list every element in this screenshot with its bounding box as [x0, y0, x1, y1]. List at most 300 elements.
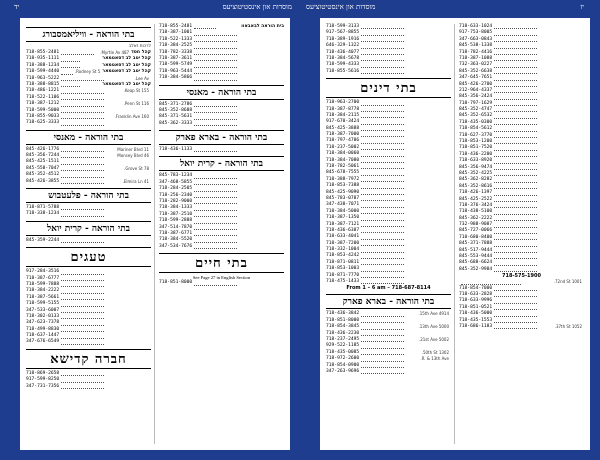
entry-phone: 845-371-5631 — [159, 114, 193, 120]
leader-dots — [361, 149, 404, 150]
left-page-number: יד — [14, 3, 20, 11]
section-heading: בתי הוראה - קרית יואל — [26, 221, 151, 236]
leader-dots — [494, 156, 537, 157]
leader-dots — [361, 73, 404, 74]
entry-phone: 718-680-8400 — [459, 234, 493, 240]
directory-entry — [326, 69, 451, 75]
leader-dots — [361, 188, 404, 189]
leader-dots — [494, 201, 537, 202]
leader-dots — [194, 285, 237, 286]
entry-phone: 718-599-2888 — [159, 218, 193, 224]
leader-dots — [361, 283, 404, 284]
leader-dots — [494, 118, 537, 119]
entry-phone: 718-963-2700 — [326, 100, 360, 106]
entry-phone: 718-436-2200 — [459, 151, 493, 157]
entry-phone: 347-533-6007 — [26, 307, 60, 313]
entry-phone: 845-425-2522 — [459, 196, 493, 202]
leader-dots — [61, 242, 104, 243]
leader-dots — [194, 210, 237, 211]
entry-phone: 718-282-9000 — [159, 199, 193, 205]
leader-dots — [361, 35, 404, 36]
directory-entry — [159, 121, 284, 127]
entry-name: קהל יטב לב דסאטמאר — [102, 56, 151, 62]
entry-address: 487 Myrtle Av. — [100, 49, 130, 55]
right-page — [320, 18, 590, 450]
entry-phone: 347-676-6549 — [26, 339, 60, 345]
leader-dots — [194, 60, 237, 61]
leader-dots — [494, 188, 537, 189]
entry-phone: 718-935-1111 — [26, 56, 60, 62]
leader-dots — [194, 242, 237, 243]
leader-dots — [361, 117, 404, 118]
directory-entry — [159, 280, 284, 286]
leader-dots — [61, 183, 104, 184]
entry-phone: 845-678-7555 — [326, 170, 360, 176]
leader-dots — [361, 258, 404, 259]
entry-phone: 718-854-5612 — [459, 126, 493, 132]
leader-dots — [61, 67, 80, 68]
leader-dots — [361, 28, 404, 29]
entry-phone: 845-352-8616 — [459, 183, 493, 189]
leader-dots — [194, 216, 237, 217]
entry-phone: 646-329-1322 — [326, 43, 360, 49]
entry-phone: 718-389-1916 — [326, 36, 360, 42]
entry-phone: 718-237-2495 — [326, 337, 360, 342]
leader-dots — [61, 216, 104, 217]
left-page-title: מוסדות און אינסטיטוציעס — [222, 3, 292, 11]
entry-phone: 718-475-1433 — [326, 279, 360, 285]
entry-phone: 718-284-2505 — [159, 186, 193, 192]
entry-phone: 718-486-1221 — [26, 88, 60, 94]
leader-dots — [61, 157, 104, 158]
leader-dots — [494, 92, 537, 93]
entry-address: 1302 50th St. — [421, 349, 450, 355]
entry-phone: 718-633-4041 — [326, 234, 360, 240]
entry-phone: 347-623-7378 — [26, 320, 60, 326]
entry-phone: 718-338-1234 — [26, 211, 60, 217]
entry-phone: 845-425-3888 — [326, 125, 360, 131]
leader-dots — [494, 48, 537, 49]
leader-dots — [361, 354, 404, 355]
leader-dots — [61, 344, 104, 345]
entry-phone: 718-633-2828 — [459, 292, 493, 297]
entry-phone: 718-686-1183 — [459, 323, 493, 329]
section-heading: בתי הוראה - קרית יואל — [159, 156, 284, 171]
entry-phone: 718-435-0085 — [326, 349, 360, 355]
entry-phone: 718-256-2340 — [159, 192, 193, 198]
leader-dots — [61, 125, 104, 126]
leader-dots — [361, 213, 404, 214]
leader-dots — [494, 182, 537, 183]
leader-dots — [61, 375, 104, 376]
section-heading: בתי הוראה - מאנסי — [159, 85, 284, 100]
entry-phone: 347-645-7651 — [459, 75, 493, 81]
leader-dots — [361, 41, 404, 42]
entry-phone: 347-514-7870 — [159, 224, 193, 230]
entry-phone: 347-534-7676 — [159, 243, 193, 249]
left-page-right-column — [159, 24, 284, 444]
entry-phone: 718-633-9996 — [459, 298, 493, 304]
leader-dots — [361, 264, 404, 265]
leader-dots — [494, 137, 537, 138]
entry-phone: 718-871-7770 — [326, 272, 360, 278]
left-page — [20, 18, 290, 450]
entry-phone: 718-869-2658 — [26, 370, 60, 376]
section-heading: חברה קדישא — [26, 349, 151, 369]
entry-phone: 718-797-1629 — [459, 100, 493, 106]
leader-dots — [194, 125, 237, 126]
section-heading: בתי חיים — [159, 253, 284, 273]
entry-phone: 718-384-0060 — [326, 151, 360, 157]
entry-phone: 917-753-8005 — [459, 30, 493, 36]
leader-dots — [194, 191, 237, 192]
leader-dots — [494, 143, 537, 144]
entry-phone: 845-362-3333 — [159, 120, 193, 126]
entry-phone: 718-436-2230 — [326, 330, 360, 336]
entry-phone: 845-352-6532 — [459, 113, 493, 119]
leader-dots — [61, 306, 104, 307]
entry-phone: 718-855-9033 — [26, 113, 60, 119]
entry-phone: 718-625-3333 — [26, 120, 60, 126]
leader-dots — [194, 235, 237, 236]
leader-dots — [61, 331, 104, 332]
leader-dots — [361, 226, 404, 227]
entry-phone: 845-783-1234 — [159, 173, 193, 179]
entry-address: 46 Monsey Blvd — [117, 153, 150, 159]
entry-phone: 718-384-2115 — [326, 112, 360, 118]
entry-phone: 718-384-2222 — [26, 288, 60, 294]
leader-dots — [361, 232, 404, 233]
leader-dots — [194, 73, 237, 74]
entry-phone: 718-854-3845 — [326, 324, 360, 330]
entry-phone: 718-435-1553 — [459, 317, 493, 323]
leader-dots — [61, 318, 104, 319]
leader-dots — [361, 200, 404, 201]
entry-phone: 718-522-1106 — [26, 94, 60, 100]
leader-dots — [61, 209, 104, 210]
section-heading: בתי הוראה - וויליאמסבורג — [26, 27, 151, 42]
entry-phone: 718-782-3338 — [159, 49, 193, 55]
leader-dots — [494, 227, 537, 228]
entry-phone: 845-352-8688 — [159, 107, 193, 113]
entry-phone: 718-855-2481 — [159, 23, 193, 29]
entry-phone: 718-387-8778 — [326, 106, 360, 112]
leader-dots — [194, 48, 237, 49]
entry-phone: 718-436-4077 — [326, 49, 360, 55]
leader-dots — [361, 335, 404, 336]
section-heading: בתי הוראה - מאנסי — [26, 130, 151, 145]
entry-address: 5 Rodney St. — [74, 69, 101, 75]
entry-phone: 718-384-1333 — [159, 205, 193, 211]
leader-dots — [194, 67, 237, 68]
leader-dots — [61, 274, 104, 275]
leader-dots — [61, 388, 104, 389]
leader-dots — [194, 151, 237, 152]
leader-dots — [61, 112, 104, 113]
section-heading: בתי הוראה - בארא פארק — [159, 130, 284, 145]
leader-dots — [61, 80, 104, 81]
entry-phone: 845-352-4225 — [459, 170, 493, 176]
entry-phone: 845-426-3855 — [26, 178, 60, 184]
entry-phone: 718-436-1133 — [159, 147, 193, 153]
entry-name: בית הוראה לבאבאוו — [241, 23, 285, 29]
entry-phone: 718-388-7972 — [326, 176, 360, 182]
entry-phone: 845-359-2244 — [26, 237, 60, 243]
leader-dots — [194, 223, 237, 224]
entry-phone: 845-352-4512 — [26, 172, 60, 178]
directory-entry — [326, 369, 451, 375]
entry-phone: 718-599-4440 — [26, 69, 60, 75]
leader-dots — [361, 168, 404, 169]
entry-phone: 718-853-1200 — [459, 139, 493, 145]
entry-phone: 718-387-7200 — [326, 240, 360, 246]
centered-notice: 718-575-1900 — [502, 273, 541, 280]
entry-address: 116 Penn St. — [123, 101, 150, 107]
leader-dots — [61, 286, 104, 287]
leader-dots — [494, 252, 537, 253]
leader-dots — [361, 341, 404, 342]
entry-phone: 347-468-5855 — [159, 179, 193, 185]
leader-dots — [194, 229, 237, 230]
leader-dots — [494, 73, 537, 74]
entry-phone: 718-384-2525 — [159, 43, 193, 49]
directory-entry — [26, 384, 151, 390]
entry-phone: 845-517-9444 — [459, 247, 493, 253]
entry-phone: 718-426-1397 — [459, 190, 493, 196]
leader-dots — [494, 111, 537, 112]
entry-phone: 718-384-5000 — [326, 208, 360, 214]
entry-phone: 718-851-8000 — [326, 317, 360, 323]
entry-phone: 718-851-7520 — [459, 145, 493, 151]
leader-dots — [61, 93, 104, 94]
leader-dots — [494, 175, 537, 176]
leader-dots — [194, 248, 237, 249]
leader-dots — [494, 54, 537, 55]
entry-address: 11 Mariner Blvd — [117, 146, 150, 152]
leader-dots — [61, 338, 104, 339]
entry-phone: 718-387-7000 — [326, 132, 360, 138]
section-heading: בתי דינים — [326, 78, 451, 98]
right-page-right-column — [459, 24, 584, 444]
leader-dots — [361, 60, 404, 61]
leader-dots — [494, 265, 537, 266]
entry-address: 4914 15th Ave. — [418, 311, 450, 317]
leader-dots — [494, 99, 537, 100]
entry-phone: 845-371-7888 — [459, 241, 493, 247]
entry-phone: 845-362-2222 — [459, 215, 493, 221]
entry-phone: 718-855-5616 — [326, 68, 360, 74]
entry-phone: 917-567-8855 — [326, 30, 360, 36]
leader-dots — [61, 177, 104, 178]
entry-phone: 845-356-7244 — [26, 153, 60, 159]
entry-phone: 718-854-0900 — [326, 362, 360, 368]
leader-dots — [361, 316, 404, 317]
leader-dots — [194, 106, 237, 107]
entry-phone: 845-727-0066 — [459, 228, 493, 234]
leader-dots — [361, 252, 404, 253]
leader-dots — [361, 271, 404, 272]
entry-phone: 718-436-6387 — [326, 227, 360, 233]
leader-dots — [194, 54, 237, 55]
leader-dots — [461, 284, 521, 285]
entry-phone: 718-599-7888 — [26, 281, 60, 287]
leader-dots — [361, 194, 404, 195]
leader-dots — [494, 131, 537, 132]
leader-dots — [361, 181, 404, 182]
entry-phone: 718-853-4242 — [326, 253, 360, 259]
entry-name: קהל יטב לב דסאטמאר — [102, 81, 151, 87]
entry-phone: 718-853-1003 — [326, 266, 360, 272]
leader-dots — [494, 328, 537, 329]
leader-dots — [61, 74, 73, 75]
column-divider — [154, 24, 155, 444]
entry-phone: 929-522-1185 — [326, 343, 360, 349]
directory-entry — [26, 340, 151, 346]
entry-phone: 718-851-8000 — [159, 280, 193, 286]
entry-phone: 718-963-5444 — [159, 68, 193, 74]
leader-dots — [361, 130, 404, 131]
leader-dots — [361, 162, 404, 163]
entry-phone: 845-352-6638 — [459, 68, 493, 74]
leader-dots — [494, 195, 537, 196]
leader-dots — [61, 118, 104, 119]
entry-phone: 845-426-2700 — [459, 81, 493, 87]
leader-dots — [194, 203, 237, 204]
entry-phone: 718-436-5000 — [459, 311, 493, 317]
leader-dots — [494, 214, 537, 215]
entry-phone: 845-371-2786 — [159, 101, 193, 107]
leader-dots — [61, 151, 104, 152]
entry-phone: 347-731-7356 — [26, 383, 60, 389]
leader-dots — [361, 67, 404, 68]
column-divider — [454, 24, 455, 444]
leader-dots — [494, 150, 537, 151]
entry-address: 155 Keap St. — [123, 88, 150, 94]
leader-dots — [494, 105, 537, 106]
entry-phone: 845-352-9984 — [459, 266, 493, 272]
leader-dots — [494, 303, 537, 304]
entry-phone: 718-633-1024 — [459, 23, 493, 29]
leader-dots — [361, 220, 404, 221]
left-page-header — [10, 0, 298, 14]
entry-phone: 718-599-5155 — [26, 301, 60, 307]
entry-phone: 845-558-7047 — [26, 165, 60, 171]
entry-phone: 718-387-1212 — [26, 101, 60, 107]
leader-dots — [494, 271, 537, 272]
entry-phone: 718-436-3842 — [326, 311, 360, 317]
entry-phone: 718-384-7080 — [326, 157, 360, 163]
entry-phone: 845-538-1338 — [459, 43, 493, 49]
leader-dots — [61, 312, 104, 313]
entry-phone: 718-854-7000 — [459, 285, 493, 291]
entry-phone: 718-387-6771 — [159, 230, 193, 236]
entry-phone: 347-263-9696 — [326, 368, 360, 374]
entry-phone: 718-384-5866 — [159, 75, 193, 81]
entry-phone: 718-237-5002 — [326, 144, 360, 150]
leader-dots — [361, 322, 404, 323]
leader-dots — [361, 348, 404, 349]
entry-phone: 718-871-5788 — [26, 205, 60, 211]
leader-dots — [361, 245, 404, 246]
right-page-header — [302, 0, 590, 14]
entry-phone: 718-599-4333 — [326, 62, 360, 68]
leader-dots — [361, 175, 404, 176]
leader-dots — [361, 143, 404, 144]
entry-phone: 718-637-1447 — [26, 333, 60, 339]
leader-dots — [494, 169, 537, 170]
leader-dots — [494, 290, 537, 291]
entry-phone: 718-387-1088 — [459, 55, 493, 61]
leader-dots — [61, 280, 104, 281]
leader-dots — [494, 124, 537, 125]
entry-phone: 718-435-0300 — [459, 119, 493, 125]
directory-entry — [26, 211, 151, 217]
leader-dots — [61, 106, 104, 107]
leader-dots — [494, 322, 537, 323]
entry-phone: 718-627-3770 — [459, 132, 493, 138]
entry-phone: 845-425-9090 — [326, 189, 360, 195]
leader-dots — [361, 48, 404, 49]
entry-phone: 718-599-5000 — [26, 107, 60, 113]
directory-entry — [159, 75, 284, 81]
leader-dots — [494, 220, 537, 221]
leader-dots — [494, 67, 537, 68]
entry-phone: 718-376-3424 — [459, 202, 493, 208]
entry-address: 1001 72nd St. — [553, 279, 582, 285]
leader-dots — [494, 258, 537, 259]
centered-notice: 718-687-8114 – From 1 – 6 am — [346, 285, 431, 292]
entry-phone: 718-599-5749 — [159, 62, 193, 68]
entry-phone: 718-387-5661 — [26, 294, 60, 300]
leader-dots — [494, 233, 537, 234]
entry-phone: 845-362-8282 — [459, 177, 493, 183]
leader-dots — [494, 246, 537, 247]
right-page-title: מוסדות און אינסטיטוציעס — [306, 3, 376, 11]
leader-dots — [61, 325, 104, 326]
entry-name: קהל חסד — [131, 49, 152, 55]
leader-dots — [494, 316, 537, 317]
leader-dots — [494, 28, 537, 29]
entry-address: 5002 21st Ave. — [418, 337, 450, 342]
english-reference: See Page 27 in English Section — [192, 275, 251, 281]
leader-dots — [61, 61, 80, 62]
entry-phone: 732-363-0227 — [459, 62, 493, 68]
entry-phone: 718-851-0521 — [459, 304, 493, 310]
entry-phone: 917-284-3516 — [26, 269, 60, 275]
entry-name: קהל יטב לב דסאטמאר — [102, 62, 151, 68]
entry-phone: 718-499-8830 — [26, 326, 60, 332]
leader-dots — [61, 86, 80, 87]
entry-phone: 732-988-9087 — [459, 222, 493, 228]
left-page-left-column — [26, 24, 151, 444]
entry-address: 1052 37th St. — [554, 323, 583, 329]
leader-dots — [194, 112, 237, 113]
entry-phone: 718-599-3133 — [326, 23, 360, 29]
leader-dots — [361, 124, 404, 125]
entry-phone: 718-387-2510 — [159, 211, 193, 217]
entry-phone: 718-633-8920 — [459, 158, 493, 164]
entry-phone: 718-871-0811 — [326, 259, 360, 265]
entry-phone: 718-855-2481 — [26, 49, 60, 55]
entry-phone: 718-388-8815 — [26, 81, 60, 87]
directory-entry — [26, 238, 151, 244]
leader-dots — [61, 299, 104, 300]
entry-phone: 917-599-8250 — [26, 377, 60, 383]
leader-dots — [494, 163, 537, 164]
entry-address: 5000 13th Ave. — [418, 324, 450, 330]
entry-phone: 718-387-1001 — [159, 30, 193, 36]
entry-phone: 212-964-4337 — [459, 87, 493, 93]
